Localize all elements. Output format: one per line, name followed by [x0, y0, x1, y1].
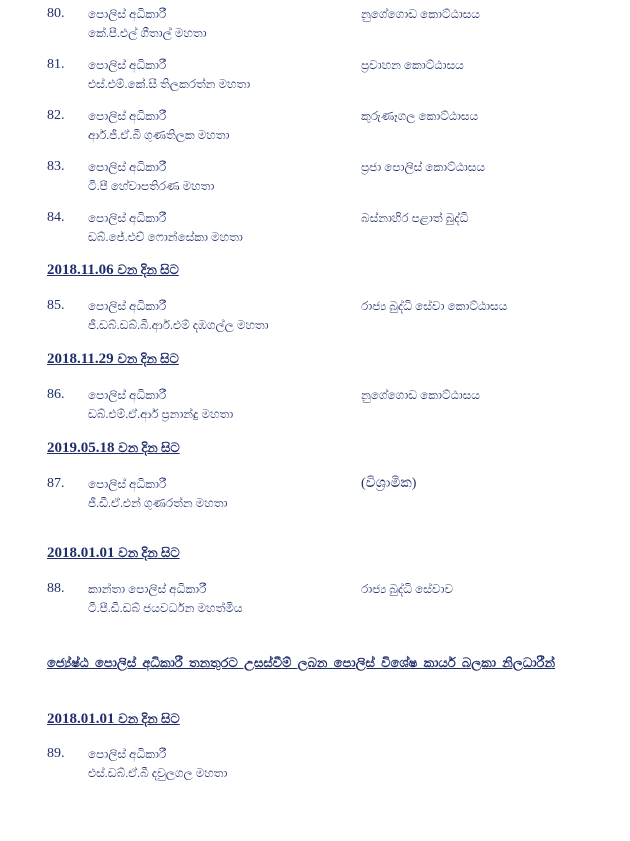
effective-date-suffix: වන දින සිට	[117, 262, 179, 277]
officer-entry	[0, 580, 630, 620]
officer-entry	[0, 386, 630, 426]
officer-entry	[0, 745, 630, 785]
entry-number: 85.	[47, 298, 65, 313]
officer-name: ඩබ්.එම්.ඒ.ආර් ප්‍රනාන්දු මහතා	[88, 407, 234, 421]
entry-number: 80.	[47, 6, 65, 21]
officer-rank: කාන්තා පොලිස් අධිකාරී	[88, 582, 207, 596]
officer-name: ආර්.ජී.ඒ.බී ගුණතිලක මහතා	[88, 128, 230, 142]
entry-number: 88.	[47, 581, 65, 596]
assigned-division: නුගේගොඩ කොට්ඨාසය	[361, 388, 480, 402]
entry-number: 89.	[47, 746, 65, 761]
effective-date-heading	[47, 438, 180, 458]
effective-date-suffix: වන දින සිට	[118, 711, 180, 726]
entry-number: 84.	[47, 210, 65, 225]
officer-entry	[0, 56, 630, 96]
officer-name: ජී.ඩබ්.ඩබ්.බී.ආර්.එම් දඹගල්ල මහතා	[88, 318, 269, 332]
effective-date: 2018.01.01	[47, 711, 115, 727]
effective-date-heading	[47, 260, 179, 280]
officer-entry	[0, 209, 630, 249]
entry-number: 83.	[47, 159, 65, 174]
assigned-division: බස්නාහිර පළාත් බුද්ධි	[361, 211, 469, 225]
officer-rank: පොලිස් අධිකාරී	[88, 58, 167, 72]
effective-date-heading	[47, 709, 180, 729]
officer-name: කේ.පී.එල් ගීතාල් මහතා	[88, 26, 207, 40]
assigned-division: රාජ්‍ය බුද්ධි සේවාව	[361, 582, 454, 596]
officer-name: එස්.එම්.කේ.සී තිලකරත්න මහතා	[88, 77, 251, 91]
effective-date-suffix: වන දින සිට	[118, 440, 180, 455]
effective-date-suffix: වන දින සිට	[117, 351, 179, 366]
entry-number: 81.	[47, 57, 65, 72]
officer-entry	[0, 5, 630, 45]
effective-date-heading	[47, 349, 179, 369]
assigned-division: (විශ්‍රාමික)	[361, 476, 417, 491]
entry-number: 87.	[47, 476, 65, 491]
officer-entry	[0, 107, 630, 147]
officer-name: ටී.පී.ඩී.ඩබ් ජයවර්ධන මහත්මිය	[88, 601, 243, 615]
entry-number: 86.	[47, 387, 65, 402]
officer-entry	[0, 297, 630, 337]
assigned-division: ප්‍රවාහන කොට්ඨාසය	[361, 58, 464, 72]
officer-rank: පොලිස් අධිකාරී	[88, 477, 167, 491]
assigned-division: කුරුණෑගල කොට්ඨාසය	[361, 109, 479, 123]
assigned-division: රාජ්‍ය බුද්ධි සේවා කොට්ඨාසය	[361, 299, 508, 313]
officer-rank: පොලිස් අධිකාරී	[88, 388, 167, 402]
effective-date: 2018.01.01	[47, 545, 115, 561]
effective-date: 2019.05.18	[47, 440, 115, 456]
officer-rank: පොලිස් අධිකාරී	[88, 7, 167, 21]
assigned-division: ප්‍රජා පොලිස් කොට්ඨාසය	[361, 160, 486, 174]
officer-rank: පොලිස් අධිකාරී	[88, 747, 167, 761]
effective-date: 2018.11.06	[47, 262, 114, 278]
section-heading: ජ්‍යේෂ්ඨ පොලිස් අධිකාරී තනතුරට උසස්වීම් ලබන පොලිස් විශේෂ කාර්ය බලකා නිලධාරීන්	[47, 655, 556, 670]
officer-name: ඩබ්.ජේ.එච් ෆොන්සේකා මහතා	[88, 230, 243, 244]
entry-number: 82.	[47, 108, 65, 123]
officer-name: එස්.ඩබ්.ඒ.බී දවුලගල මහතා	[88, 766, 228, 780]
officer-entry	[0, 475, 630, 515]
officer-rank: පොලිස් අධිකාරී	[88, 109, 167, 123]
effective-date-heading	[47, 543, 180, 563]
officer-name: ජී.ඩී.ඒ.එන් ගුණරත්න මහතා	[88, 496, 228, 510]
assigned-division: නුගේගොඩ කොට්ඨාසය	[361, 7, 480, 21]
officer-name: ටී.පී හේවාපතිරණ මහතා	[88, 179, 215, 193]
effective-date: 2018.11.29	[47, 351, 114, 367]
officer-rank: පොලිස් අධිකාරී	[88, 211, 167, 225]
officer-rank: පොලිස් අධිකාරී	[88, 299, 167, 313]
officer-entry	[0, 158, 630, 198]
effective-date-suffix: වන දින සිට	[118, 545, 180, 560]
officer-rank: පොලිස් අධිකාරී	[88, 160, 167, 174]
